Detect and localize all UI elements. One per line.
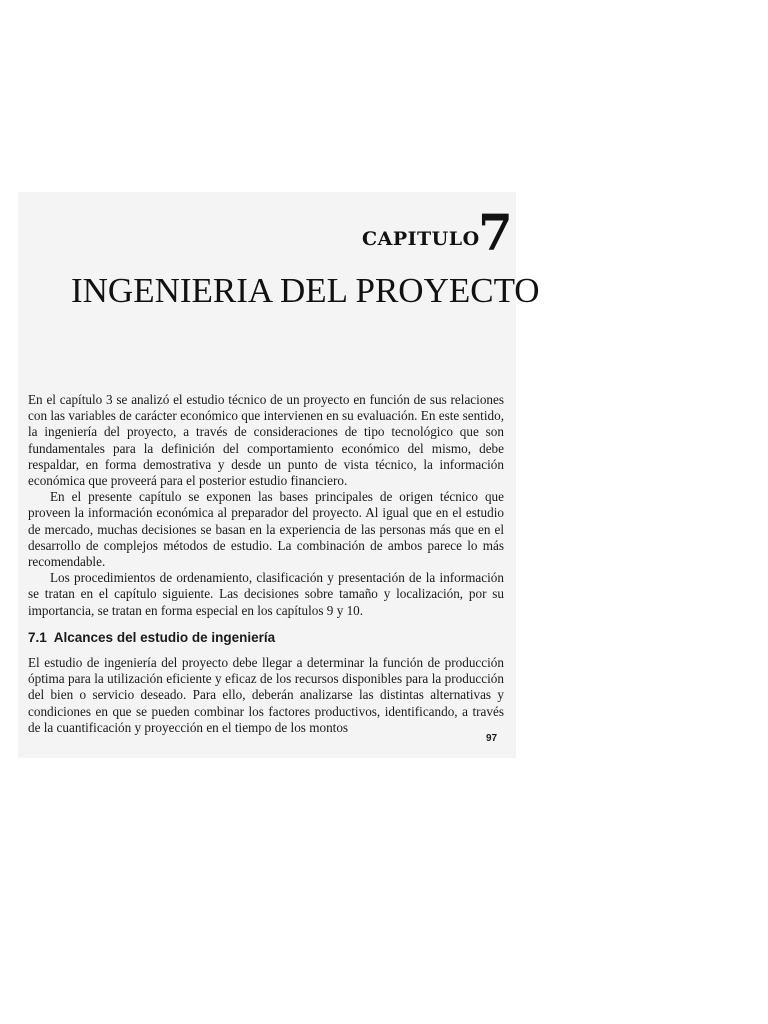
section-paragraph: El estudio de ingeniería del proyecto debe llegar a determinar la función de producción óptima para la utilización eficiente y eficaz de los recursos disponibles para la producción del bien o servicio deseado. Para ello, deberán analizarse las distintas alternativas y condiciones en que se pueden combinar los factores productivos, identificando, a través de la cuantificación y proyección en el tiempo de los montos bbox=[28, 655, 504, 735]
section-title: Alcances del estudio de ingeniería bbox=[53, 630, 276, 645]
section-heading bbox=[28, 630, 275, 645]
intro-paragraph-1: En el capítulo 3 se analizó el estudio técnico de un proyecto en función de sus relaciones con las variables de carácter económico que intervienen en su evaluación. En este sentido, la ingeniería del proyecto, a través de consideraciones de tipo tecnológico que son fundamentales para la definición del comportamiento económico del mismo, debe respaldar, en forma demostrativa y desde un punto de vista técnico, la información económica que proveerá para el posterior estudio financiero. bbox=[28, 392, 504, 489]
intro-text bbox=[28, 392, 504, 619]
intro-paragraph-2: En el presente capítulo se exponen las bases principales de origen técnico que proveen la información económica al preparador del proyecto. Al igual que en el estudio de mercado, muchas decisiones se basan en la experiencia de las personas más que en el desarrollo de complejos métodos de estudio. La combinación de ambos parece lo más recomendable. bbox=[28, 489, 504, 570]
chapter-label: CAPITULO bbox=[362, 228, 480, 250]
intro-paragraph-3: Los procedimientos de ordenamiento, clasificación y presentación de la información se tratan en el capítulo siguiente. Las decisiones sobre tamaño y localización, por su importancia, se tratan en forma especial en los capítulos 9 y 10. bbox=[28, 570, 504, 618]
section-number: 7.1 bbox=[28, 630, 47, 645]
section-text bbox=[28, 655, 504, 736]
chapter-number: 7 bbox=[478, 203, 513, 262]
chapter-title: INGENIERIA DEL PROYECTO bbox=[71, 271, 540, 310]
page-number: 97 bbox=[486, 733, 498, 744]
